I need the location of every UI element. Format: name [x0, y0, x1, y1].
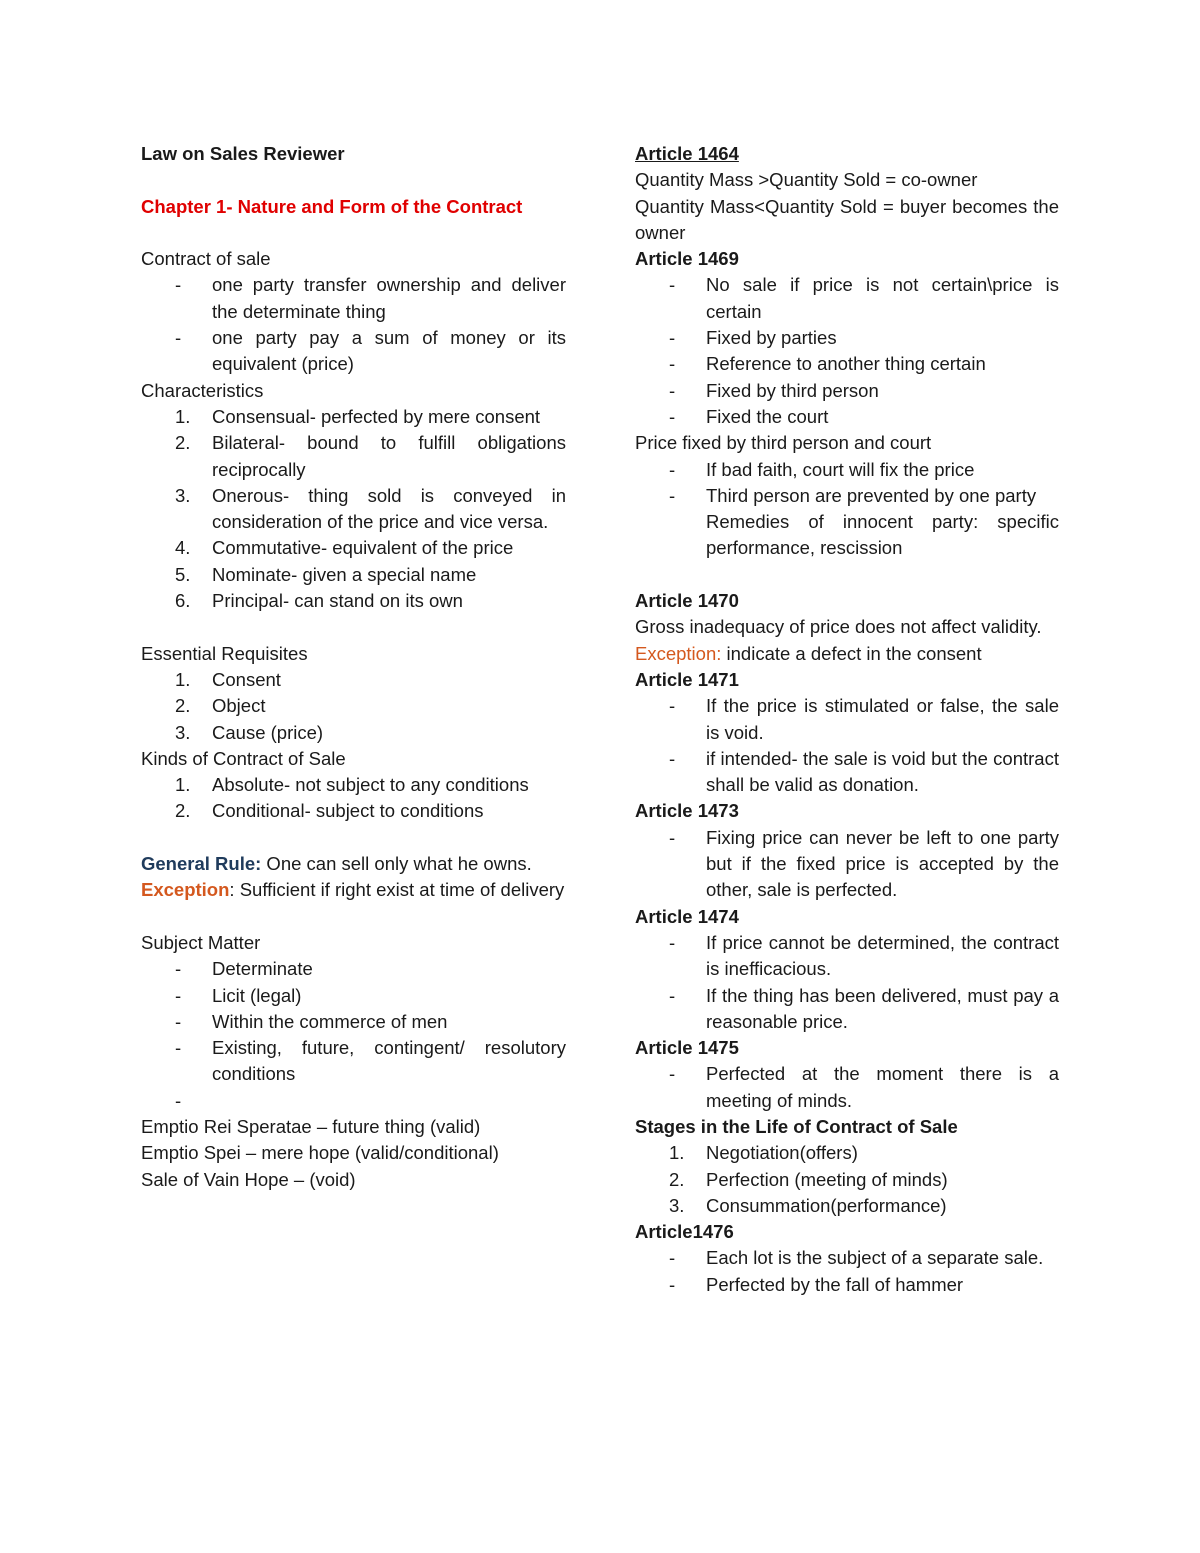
article-1473-list [635, 825, 1059, 904]
list-item: 3. Onerous- thing sold is conveyed in consideration of the price and vice versa. [175, 484, 566, 533]
article-1476-heading: Article1476 [635, 1221, 734, 1243]
general-rule: General Rule: One can sell only what he owns. [141, 853, 532, 875]
list-item: - If bad faith, court will fix the price [669, 458, 975, 480]
list-item: - Fixed the court [669, 405, 829, 427]
article-1469-heading: Article 1469 [635, 248, 739, 270]
article-1471-list [635, 693, 1059, 798]
list-item: - Perfected at the moment there is a meeting of minds. [669, 1063, 1059, 1111]
kinds-heading: Kinds of Contract of Sale [141, 747, 346, 769]
characteristics-list [141, 404, 566, 614]
list-item: 3. Cause (price) [175, 721, 324, 743]
subject-matter-heading: Subject Matter [141, 931, 261, 953]
article-1464-line2: Quantity Mass<Quantity Sold = buyer becomes the owner [635, 195, 1059, 243]
stages-list [635, 1140, 1059, 1219]
list-item: - No sale if price is not certain\price is certain [669, 274, 1059, 322]
article-1469-list [635, 272, 1059, 430]
list-item: - Licit (legal) [175, 984, 302, 1006]
article-1475-list [635, 1061, 1059, 1114]
list-item: - If the price is stimulated or false, the sale is void. [669, 695, 1059, 743]
list-item: 1. Absolute- not subject to any conditions [175, 774, 529, 796]
list-item: 1. Consensual- perfected by mere consent [175, 405, 541, 427]
list-item: 3. Consummation(performance) [669, 1194, 947, 1216]
sale-of-vain-hope: Sale of Vain Hope – (void) [141, 1168, 356, 1190]
emptio-spei: Emptio Spei – mere hope (valid/conditional) [141, 1142, 499, 1164]
list-item: 2. Bilateral- bound to fulfill obligations reciprocally [175, 432, 566, 480]
list-item: - Determinate [175, 958, 313, 980]
article-1464-heading: Article 1464 [635, 143, 739, 164]
right-column [635, 141, 1059, 1298]
list-item: - if intended- the sale is void but the contract shall be valid as donation. [669, 747, 1059, 796]
list-item: - Third person are prevented by one party [669, 484, 1037, 506]
list-item: - Within the commerce of men [175, 1010, 448, 1032]
list-item: 1. Negotiation(offers) [669, 1142, 858, 1164]
left-column [141, 141, 566, 1193]
list-item: - Fixing price can never be left to one party but if the fixed price is accepted by the other, sale is perfected. [669, 826, 1059, 901]
subject-matter-list [141, 956, 566, 1114]
list-item: 6. Principal- can stand on its own [175, 590, 463, 612]
exception-note: Exception: Sufficient if right exist at time of delivery [141, 879, 565, 901]
article-1470-exception: Exception: indicate a defect in the consent [635, 642, 982, 664]
chapter-heading: Chapter 1- Nature and Form of the Contract [141, 195, 523, 217]
list-item: - one party transfer ownership and deliver the determinate thing [175, 274, 566, 322]
list-item: - Perfected by the fall of hammer [669, 1273, 964, 1295]
article-1476-list [635, 1245, 1059, 1298]
list-item: - Existing, future, contingent/ resolutory conditions [175, 1037, 566, 1085]
document-title: Law on Sales Reviewer [141, 143, 345, 164]
list-item: - Fixed by parties [669, 327, 837, 349]
list-item: - Each lot is the subject of a separate sale. [669, 1247, 1044, 1269]
article-1464-line1: Quantity Mass >Quantity Sold = co-owner [635, 169, 978, 191]
list-item: 2. Perfection (meeting of minds) [669, 1168, 948, 1190]
article-1473-heading: Article 1473 [635, 800, 739, 822]
list-item: 1. Consent [175, 668, 281, 690]
price-fixed-list [635, 457, 1059, 562]
essential-requisites-list [141, 667, 566, 746]
remedies-note: Remedies of innocent party: specific performance, rescission [706, 511, 1059, 559]
article-1474-heading: Article 1474 [635, 905, 739, 927]
list-item: 4. Commutative- equivalent of the price [175, 537, 514, 559]
list-item: 2. Object [175, 695, 266, 717]
emptio-rei-speratae: Emptio Rei Speratae – future thing (valid) [141, 1115, 481, 1137]
article-1474-list [635, 930, 1059, 1035]
article-1475-heading: Article 1475 [635, 1037, 739, 1059]
list-item: - If price cannot be determined, the contract is inefficacious. [669, 931, 1059, 980]
stages-heading: Stages in the Life of Contract of Sale [635, 1115, 958, 1137]
list-item: - [175, 1089, 182, 1111]
essential-requisites-heading: Essential Requisites [141, 642, 308, 664]
list-item: - Fixed by third person [669, 379, 879, 401]
article-1470-heading: Article 1470 [635, 590, 739, 612]
list-item: 2. Conditional- subject to conditions [175, 800, 484, 822]
characteristics-heading: Characteristics [141, 379, 264, 401]
article-1471-heading: Article 1471 [635, 668, 739, 690]
kinds-list [141, 772, 566, 825]
price-fixed-heading: Price fixed by third person and court [635, 432, 932, 454]
list-item: - If the thing has been delivered, must pay a reasonable price. [669, 984, 1059, 1032]
contract-of-sale-heading: Contract of sale [141, 248, 271, 270]
list-item: 5. Nominate- given a special name [175, 563, 477, 585]
list-item: - Reference to another thing certain [669, 353, 986, 375]
contract-of-sale-list [141, 272, 566, 377]
article-1470-text: Gross inadequacy of price does not affect validity. [635, 616, 1042, 638]
list-item: - one party pay a sum of money or its equivalent (price) [175, 327, 566, 375]
